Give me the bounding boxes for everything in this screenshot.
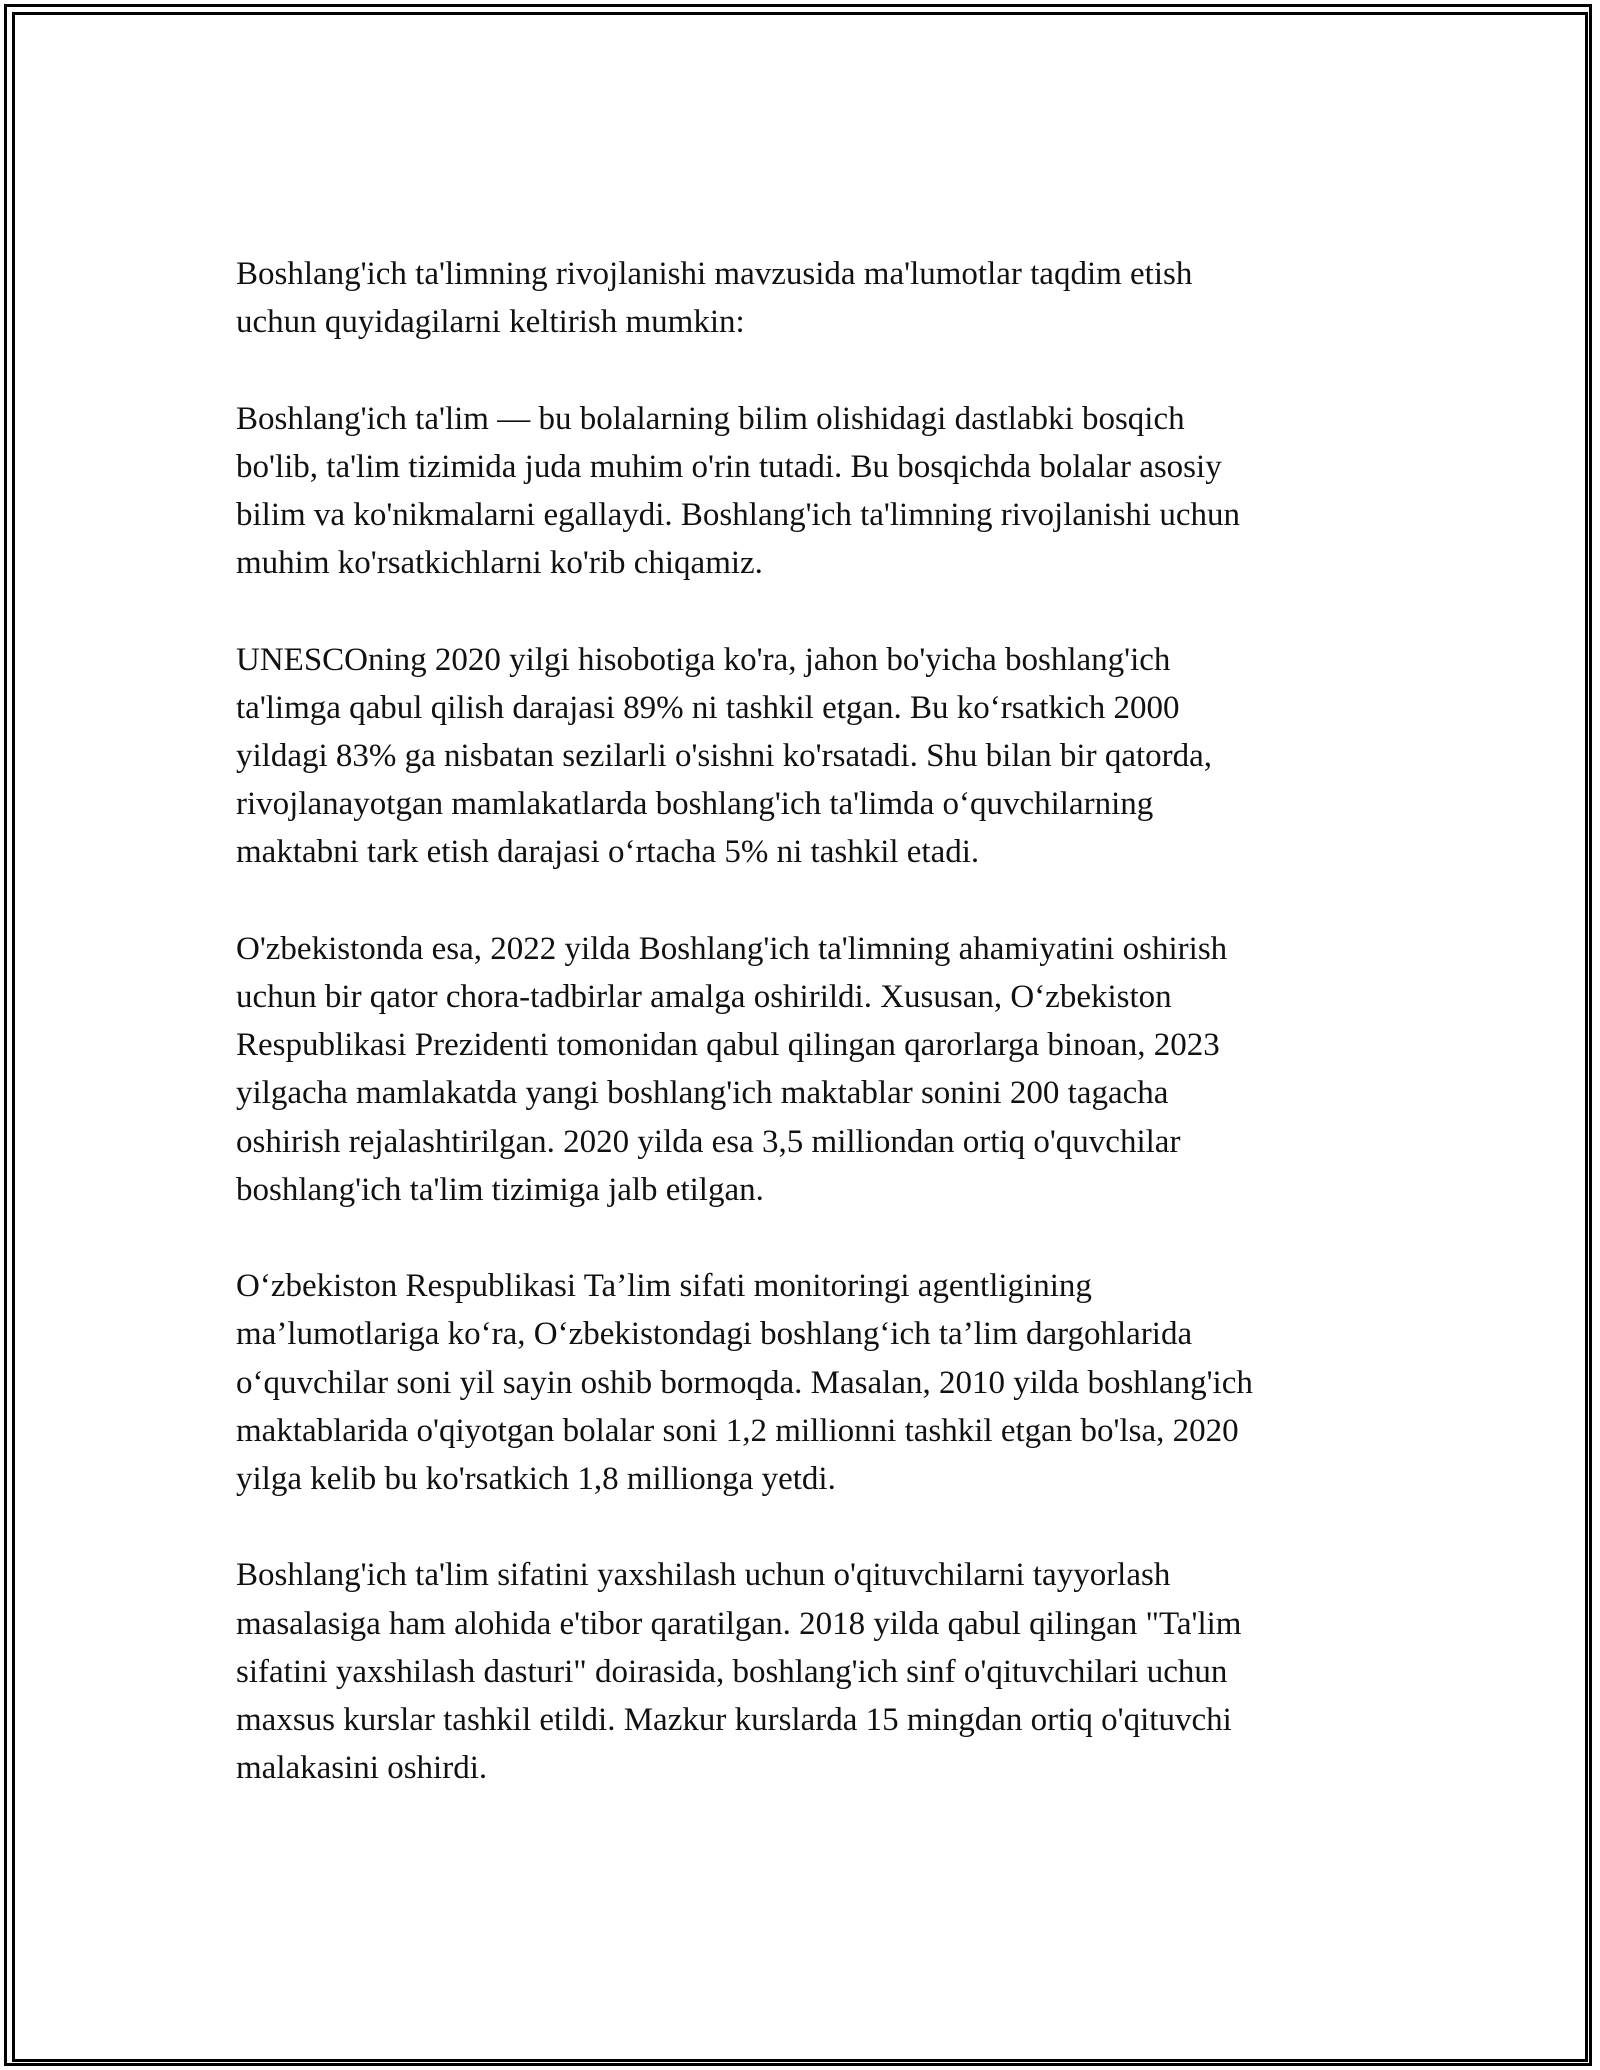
paragraph-monitoring-agency: Oʻzbekiston Respublikasi Ta’lim sifati monitoringi agentligining ma’lumotlariga koʻra, Oʻzbekistondagi boshlangʻich ta’lim dargohlarida oʻquvchilar soni yil sayin oshib bormoqda. Masalan, 2010 yilda boshlang'ich maktablarida o'qiyotgan bolalar soni 1,2 millionni tashkil etgan bo'lsa, 2020 yilga kelib bu ko'rsatkich 1,8 millionga yetdi. bbox=[236, 1268, 1253, 1498]
paragraph-unesco-stats: UNESCOning 2020 yilgi hisobotiga ko'ra, jahon bo'yicha boshlang'ich ta'limga qabul qilish darajasi 89% ni tashkil etgan. Bu koʻrsatkich 2000 yildagi 83% ga nisbatan sezilarli o'sishni ko'rsatadi. Shu bilan bir qatorda, rivojlanayotgan mamlakatlarda boshlang'ich ta'limda oʻquvchilarning maktabni tark etish darajasi oʻrtacha 5% ni tashkil etadi. bbox=[236, 641, 1213, 871]
paragraph-teacher-training: Boshlang'ich ta'lim sifatini yaxshilash uchun o'qituvchilarni tayyorlash masalasiga ham alohida e'tibor qaratilgan. 2018 yilda qabul qilingan "Ta'lim sifatini yaxshilash dasturi" doirasida, boshlang'ich sinf o'qituvchilari uchun maxsus kurslar tashkil etildi. Mazkur kurslarda 15 mingdan ortiq o'qituvchi malakasini oshirdi. bbox=[236, 1557, 1242, 1787]
document-body bbox=[236, 250, 1376, 1841]
paragraph-uzbekistan-measures: O'zbekistonda esa, 2022 yilda Boshlang'ich ta'limning ahamiyatini oshirish uchun bir qator chora-tadbirlar amalga oshirildi. Xususan, Oʻzbekiston Respublikasi Prezidenti tomonidan qabul qilingan qarorlarga binoan, 2023 yilgacha mamlakatda yangi boshlang'ich maktablar sonini 200 tagacha oshirish rejalashtirilgan. 2020 yilda esa 3,5 milliondan ortiq o'quvchilar boshlang'ich ta'lim tizimiga jalb etilgan. bbox=[236, 930, 1228, 1208]
paragraph-definition: Boshlang'ich ta'lim — bu bolalarning bilim olishidagi dastlabki bosqich bo'lib, ta'lim tizimida juda muhim o'rin tutadi. Bu bosqichda bolalar asosiy bilim va ko'nikmalarni egallaydi. Boshlang'ich ta'limning rivojlanishi uchun muhim ko'rsatkichlarni ko'rib chiqamiz. bbox=[236, 400, 1241, 582]
paragraph-intro: Boshlang'ich ta'limning rivojlanishi mavzusida ma'lumotlar taqdim etish uchun quyidagilarni keltirish mumkin: bbox=[236, 256, 1193, 341]
